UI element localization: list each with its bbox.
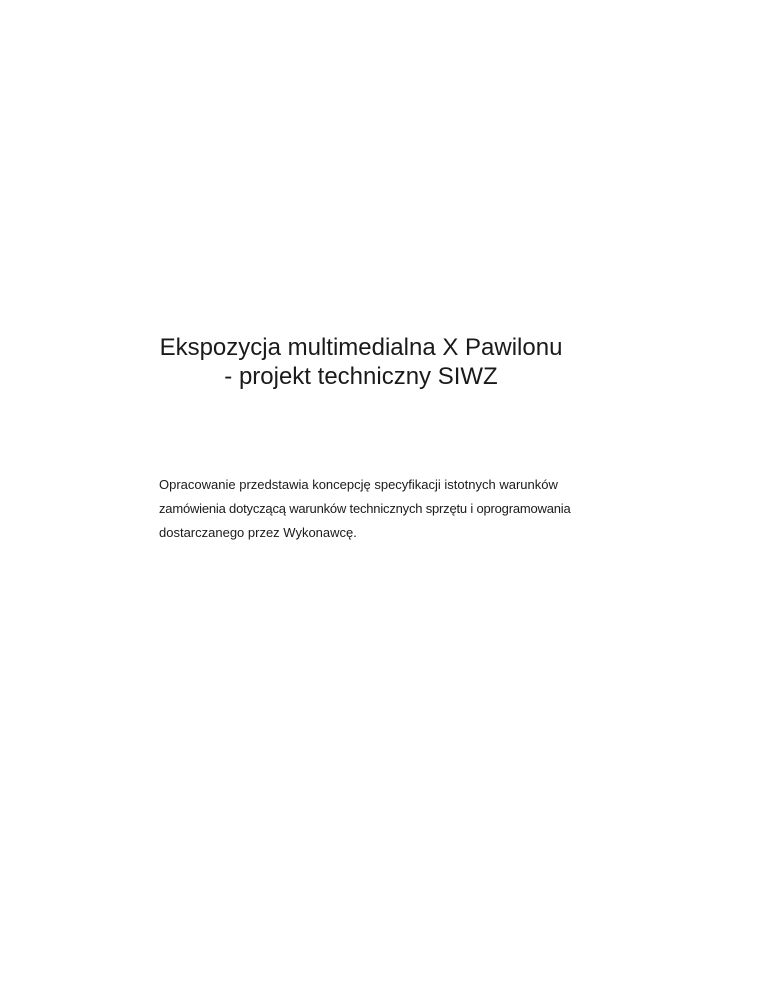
abstract-line-1: Opracowanie przedstawia koncepcję specyfikacji istotnych warunków bbox=[159, 477, 558, 492]
document-title bbox=[0, 333, 722, 391]
document-abstract bbox=[159, 473, 579, 545]
title-line-2: - projekt techniczny SIWZ bbox=[224, 363, 498, 390]
title-line-1: Ekspozycja multimedialna X Pawilonu bbox=[159, 334, 563, 361]
abstract-line-2: zamówienia dotyczącą warunków technicznych sprzętu i oprogramowania bbox=[159, 501, 571, 516]
abstract-line-3: dostarczanego przez Wykonawcę. bbox=[159, 525, 357, 540]
